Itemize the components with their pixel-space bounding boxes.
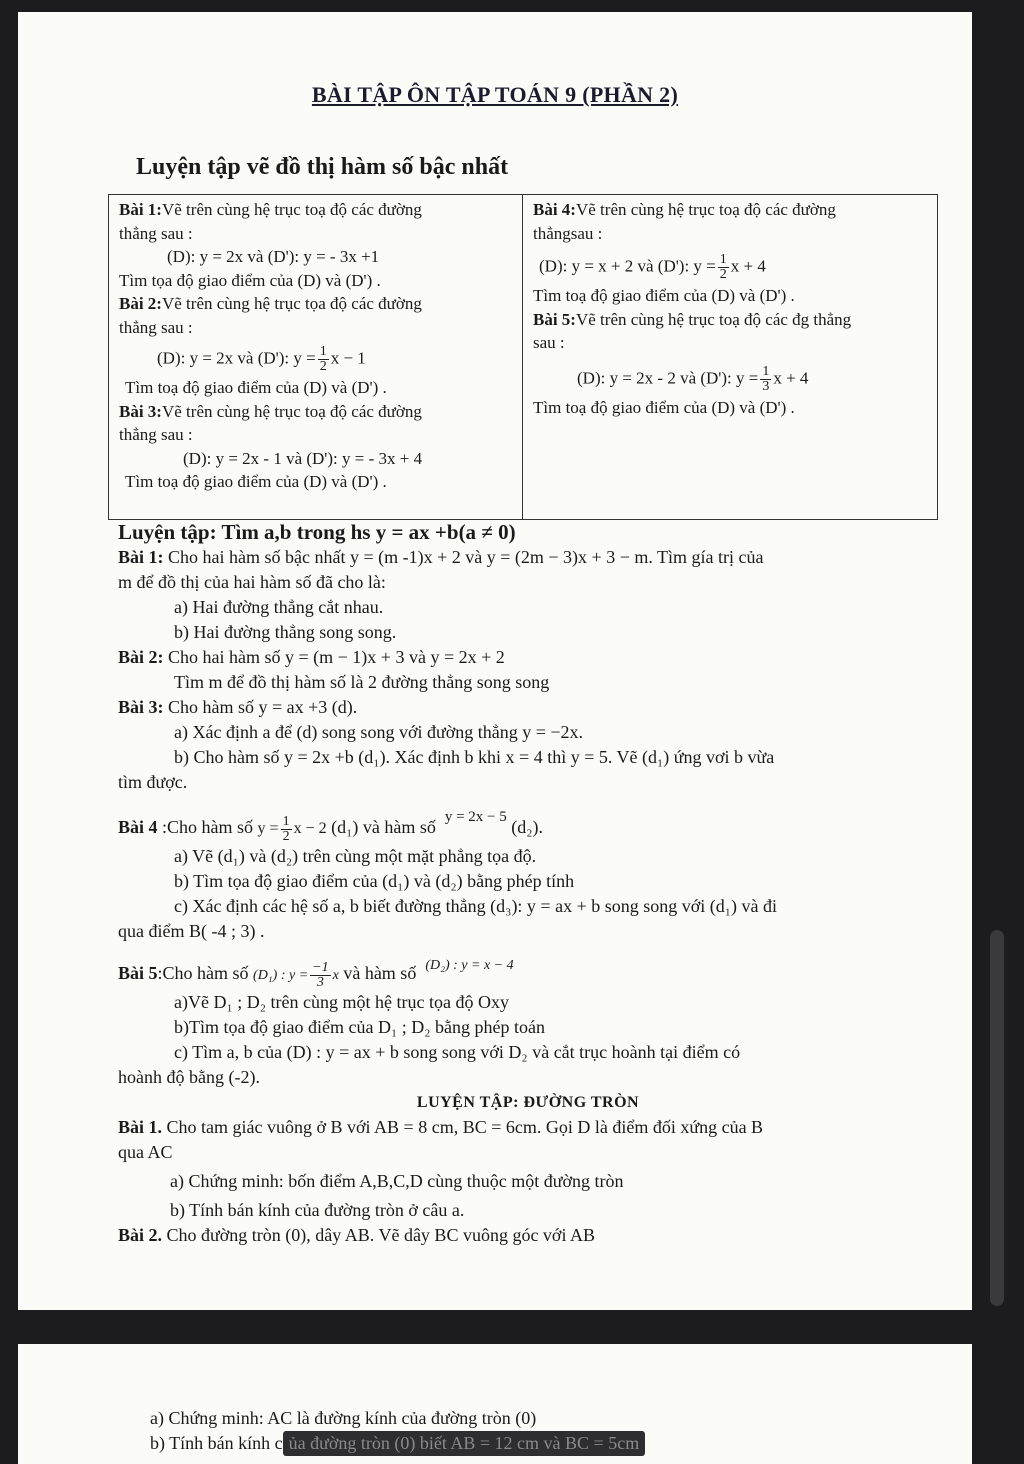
exercise-text: Vẽ trên cùng hệ trục toạ độ các đường bbox=[575, 200, 836, 219]
document-page-2 bbox=[18, 1344, 972, 1464]
exercise-column-left bbox=[109, 195, 523, 519]
exercise-label: Bài 2. bbox=[118, 1225, 163, 1245]
fraction: $\frac{1}{2}$ bbox=[319, 344, 327, 374]
exercise-text: Cho tam giác vuông ở B với AB = 8 cm, BC = 6cm. Gọi D là điểm đối xứng của B bbox=[162, 1117, 764, 1137]
exercise-text: sau : bbox=[533, 333, 565, 352]
exercise-task: Tìm toạ độ giao điểm của (D) và (D') . bbox=[533, 286, 795, 305]
exercise-subitem: b) Hai đường thẳng song song. bbox=[174, 622, 397, 642]
equation: (D): y = 2x và (D'): y = $\frac{1}{2}$ x − 1 bbox=[157, 344, 366, 374]
document-page-1 bbox=[18, 12, 972, 1310]
exercise-task: Tìm toạ độ giao điểm của (D) và (D') . bbox=[125, 378, 387, 397]
exercise-task: Tìm tọa độ giao điểm của (D) và (D') . bbox=[119, 270, 381, 290]
exercise-label: Bài 5 bbox=[118, 962, 158, 983]
page2-content bbox=[150, 1406, 970, 1456]
exercise-text: qua AC bbox=[118, 1142, 173, 1162]
exercise-label: Bài 1: bbox=[118, 547, 164, 567]
exercise-table bbox=[108, 194, 938, 520]
exercise-label: Bài 1. bbox=[118, 1117, 163, 1137]
equation: (D₁) : y = $\frac{-1}{3}$ x bbox=[253, 960, 339, 991]
exercise-label: Bài 2: bbox=[119, 294, 162, 313]
exercise-label: Bài 5: bbox=[533, 309, 576, 329]
exercise-subitem: a) Chứng minh: bốn điểm A,B,C,D cùng thuộc một đường tròn bbox=[170, 1171, 624, 1191]
exercise-line: Bài 4 :Cho hàm số y = $\frac{1}{2}$ x − 2 (d₁) và hàm số $^{y = 2x - 5}$ (d₂). bbox=[118, 809, 544, 844]
exercise-subitem: b) Tìm tọa độ giao điểm của (d₁) và (d₂) bằng phép tính bbox=[174, 870, 575, 891]
exercise-text: Tìm m để đồ thị hàm số là 2 đường thẳng song song bbox=[174, 672, 550, 692]
exercise-text: Cho đường tròn (0), dây AB. Vẽ dây BC vuông góc với AB bbox=[162, 1225, 595, 1245]
scrollbar[interactable] bbox=[990, 930, 1004, 1306]
fraction: $\frac{1}{3}$ bbox=[762, 363, 770, 394]
exercise-label: Bài 4 bbox=[118, 817, 158, 837]
exercise-column-right bbox=[523, 195, 937, 519]
exercise-line: Bài 5:Cho hàm số (D₁) : y = $\frac{-1}{3}$ x và hàm số $^{(D_2) : y = x - 4}$ bbox=[118, 957, 514, 991]
exercise-subitem: a) Hai đường thẳng cắt nhau. bbox=[174, 597, 384, 617]
section-heading: Luyện tập: Tìm a,b trong hs y = ax +b(a ≠ 0) bbox=[118, 520, 516, 544]
exercise-subitem: c) Xác định các hệ số a, b biết đường thẳng (d₃): y = ax + b song song với (d₁) và đi bbox=[174, 895, 778, 916]
exercise-text: qua điểm B( -4 ; 3) . bbox=[118, 920, 265, 941]
exercise-text: m để đồ thị của hai hàm số đã cho là: bbox=[118, 572, 386, 592]
exercise-text: hoành độ bằng (-2). bbox=[118, 1067, 260, 1088]
exercise-text: tìm được. bbox=[118, 772, 188, 792]
exercise-text: thẳngsau : bbox=[533, 223, 603, 243]
exercise-label: Bài 3: bbox=[118, 697, 164, 717]
exercise-text: Vẽ trên cùng hệ trục toạ độ các đường bbox=[161, 401, 422, 421]
section-circle bbox=[118, 1090, 938, 1248]
exercise-text: Cho hai hàm số y = (m − 1)x + 3 và y = 2x + 2 bbox=[163, 647, 505, 667]
exercise-text: thẳng sau : bbox=[119, 317, 193, 337]
exercise-label: Bài 4: bbox=[533, 200, 576, 219]
exercise-text: Vẽ trên cùng hệ trục tọa độ các đường bbox=[161, 294, 422, 313]
equation: (D): y = 2x - 2 và (D'): y = $\frac{1}{3}$ x + 4 bbox=[577, 363, 809, 394]
equation: (D): y = x + 2 và (D'): y = $\frac{1}{2}$ x + 4 bbox=[539, 252, 766, 282]
equation: (D₂) : y = x − 4 bbox=[425, 957, 514, 973]
exercise-text: Cho hàm số y = ax +3 (d). bbox=[163, 697, 358, 717]
page-title: BÀI TẬP ÔN TẬP TOÁN 9 (PHẦN 2) bbox=[311, 82, 679, 107]
exercise-label: Bài 1: bbox=[119, 200, 162, 219]
exercise-subitem: a) Xác định a để (d) song song với đường thẳng y = −2x. bbox=[174, 722, 584, 742]
exercise-subitem: b) Tính bán kính của đường tròn ở câu a. bbox=[170, 1200, 465, 1220]
equation: y = $\frac{1}{2}$ x − 2 bbox=[257, 813, 327, 844]
exercise-task: Tìm toạ độ giao điểm của (D) và (D') . bbox=[125, 472, 387, 491]
section-find-ab bbox=[118, 520, 938, 1090]
exercise-subitem: b) Tính bán kính c ủa đường tròn (0) biết AB = 12 cm và BC = 5cm bbox=[150, 1431, 970, 1456]
exercise-text: Cho hai hàm số bậc nhất y = (m -1)x + 2 và y = (2m − 3)x + 3 − m. Tìm gía trị của bbox=[163, 547, 764, 567]
fraction: $\frac{1}{2}$ bbox=[719, 252, 727, 282]
fraction: $\frac{1}{2}$ bbox=[282, 813, 290, 844]
exercise-subitem: c) Tìm a, b của (D) : y = ax + b song song với D₂ và cắt trục hoành tại điểm có bbox=[174, 1042, 741, 1063]
fraction: $\frac{-1}{3}$ bbox=[312, 960, 329, 991]
exercise-subitem: b)Tìm tọa độ giao điểm của D₁ ; D₂ bằng phép toán bbox=[174, 1017, 545, 1038]
exercise-subitem: b) Cho hàm số y = 2x +b (d₁). Xác định b khi x = 4 thì y = 5. Vẽ (d₁) ứng vơi b vừa bbox=[174, 747, 775, 767]
exercise-task: Tìm toạ độ giao điểm của (D) và (D') . bbox=[533, 397, 795, 417]
exercise-subitem: a)Vẽ D₁ ; D₂ trên cùng một hệ trục tọa độ Oxy bbox=[174, 992, 509, 1013]
exercise-text: thẳng sau : bbox=[119, 223, 193, 243]
section-title-graphs: Luyện tập vẽ đồ thị hàm số bậc nhất bbox=[136, 154, 509, 180]
exercise-text: thẳng sau : bbox=[119, 425, 193, 444]
exercise-text: Vẽ trên cùng hệ trục toạ độ các đường bbox=[161, 200, 422, 219]
overlay-mark: ủa đường tròn (0) biết AB = 12 cm và BC = 5cm bbox=[283, 1431, 646, 1456]
section-heading: LUYỆN TẬP: ĐƯỜNG TRÒN bbox=[416, 1094, 640, 1111]
exercise-text: Vẽ trên cùng hệ trục toạ độ các đg thẳng bbox=[575, 309, 852, 329]
exercise-label: Bài 3: bbox=[119, 401, 162, 421]
equation: y = 2x − 5 bbox=[444, 809, 507, 825]
equation: (D): y = 2x và (D'): y = - 3x +1 bbox=[167, 247, 380, 266]
equation: (D): y = 2x - 1 và (D'): y = - 3x + 4 bbox=[183, 448, 423, 468]
exercise-subitem: a) Chứng minh: AC là đường kính của đường tròn (0) bbox=[150, 1408, 537, 1428]
exercise-label: Bài 2: bbox=[118, 647, 164, 667]
exercise-subitem: a) Vẽ (d₁) và (d₂) trên cùng một mặt phẳng tọa độ. bbox=[174, 845, 537, 866]
